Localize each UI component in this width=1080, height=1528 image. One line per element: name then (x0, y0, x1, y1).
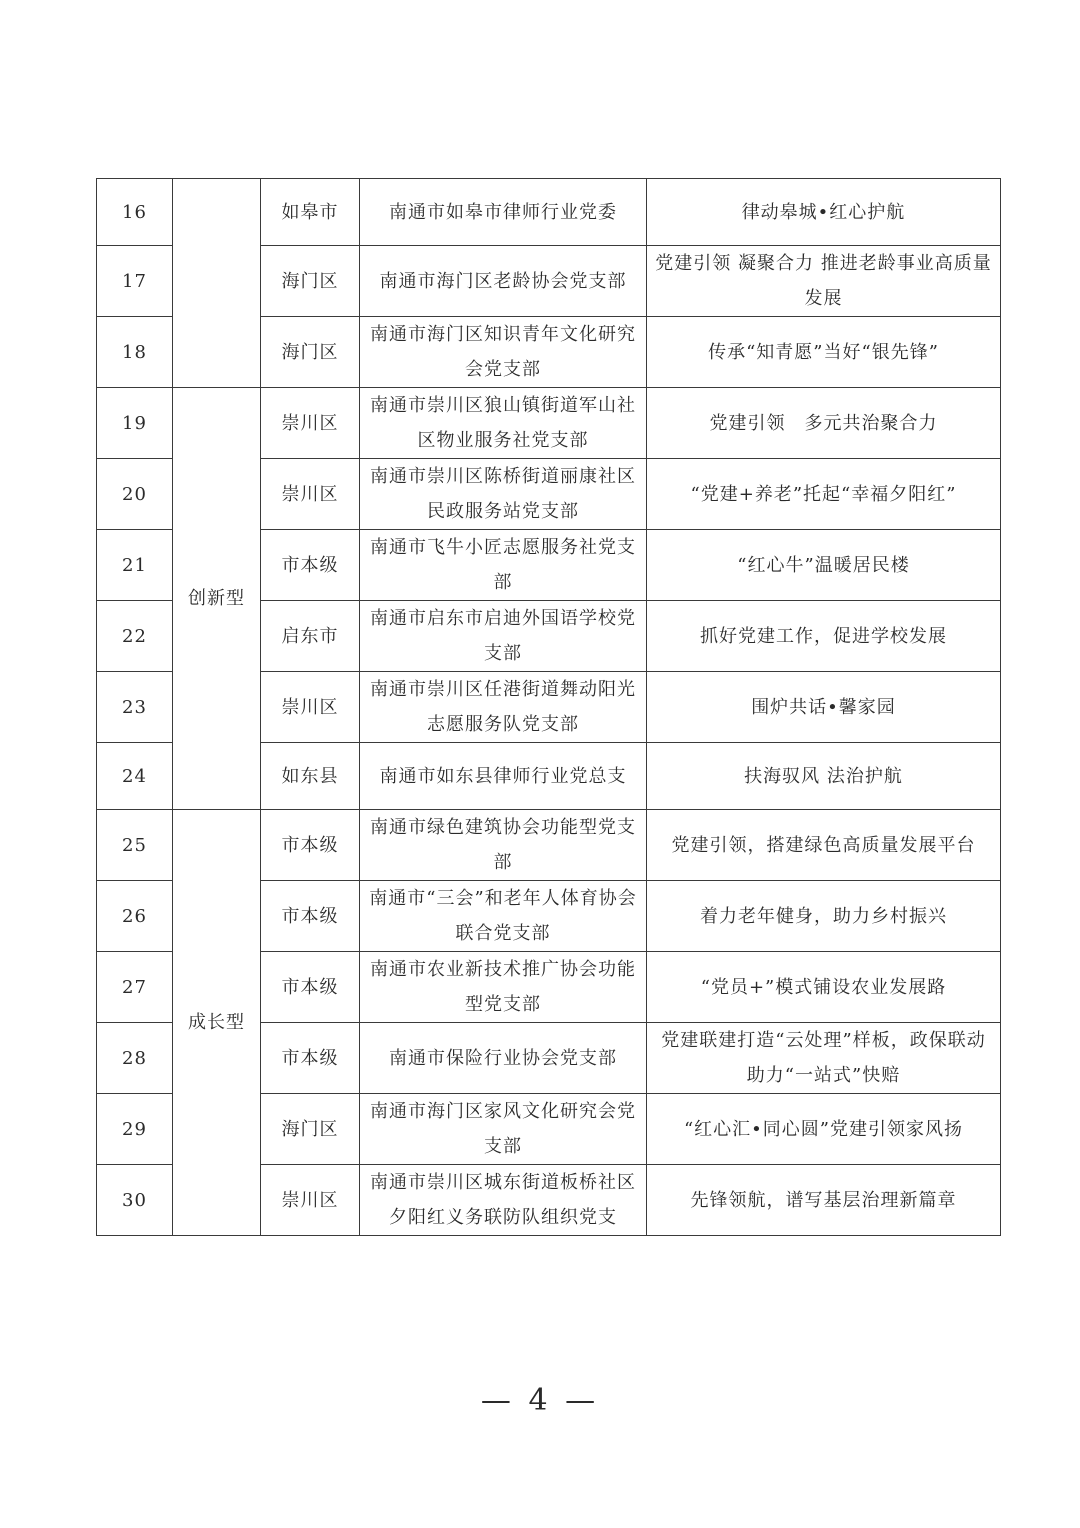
district-cell: 崇川区 (261, 1165, 360, 1236)
row-number: 25 (97, 810, 173, 881)
district-cell: 市本级 (261, 530, 360, 601)
row-number: 16 (97, 179, 173, 246)
district-cell: 启东市 (261, 601, 360, 672)
district-cell: 市本级 (261, 1023, 360, 1094)
project-title-cell: 围炉共话•馨家园 (647, 672, 1001, 743)
row-number: 18 (97, 317, 173, 388)
organization-cell: 南通市绿色建筑协会功能型党支部 (360, 810, 647, 881)
project-title-cell: 传承“知青愿”当好“银先锋” (647, 317, 1001, 388)
organization-cell: 南通市如皋市律师行业党委 (360, 179, 647, 246)
organization-cell: 南通市海门区家风文化研究会党支部 (360, 1094, 647, 1165)
organization-cell: 南通市海门区知识青年文化研究会党支部 (360, 317, 647, 388)
organization-cell: 南通市崇川区陈桥街道丽康社区民政服务站党支部 (360, 459, 647, 530)
row-number: 28 (97, 1023, 173, 1094)
row-number: 17 (97, 246, 173, 317)
project-title-cell: 着力老年健身，助力乡村振兴 (647, 881, 1001, 952)
organization-cell: 南通市“三会”和老年人体育协会联合党支部 (360, 881, 647, 952)
row-number: 26 (97, 881, 173, 952)
row-number: 29 (97, 1094, 173, 1165)
organization-cell: 南通市崇川区狼山镇街道军山社区物业服务社党支部 (360, 388, 647, 459)
table-row (97, 388, 1001, 459)
row-number: 24 (97, 743, 173, 810)
row-number: 27 (97, 952, 173, 1023)
organization-cell: 南通市启东市启迪外国语学校党支部 (360, 601, 647, 672)
project-title-cell: 党建引领，搭建绿色高质量发展平台 (647, 810, 1001, 881)
row-number: 23 (97, 672, 173, 743)
district-cell: 崇川区 (261, 459, 360, 530)
row-number: 20 (97, 459, 173, 530)
organization-cell: 南通市如东县律师行业党总支 (360, 743, 647, 810)
project-title-cell: 党建引领 多元共治聚合力 (647, 388, 1001, 459)
district-cell: 海门区 (261, 317, 360, 388)
project-title-cell: “党员+”模式铺设农业发展路 (647, 952, 1001, 1023)
list-table (96, 178, 1001, 1236)
district-cell: 海门区 (261, 246, 360, 317)
project-title-cell: 律动皋城•红心护航 (647, 179, 1001, 246)
row-number: 21 (97, 530, 173, 601)
page-number: — 4 — (480, 1383, 600, 1418)
district-cell: 如东县 (261, 743, 360, 810)
table-row (97, 179, 1001, 246)
row-number: 22 (97, 601, 173, 672)
district-cell: 崇川区 (261, 388, 360, 459)
district-cell: 如皋市 (261, 179, 360, 246)
organization-cell: 南通市农业新技术推广协会功能型党支部 (360, 952, 647, 1023)
project-title-cell: 先锋领航，谱写基层治理新篇章 (647, 1165, 1001, 1236)
project-title-cell: 党建引领 凝聚合力 推进老龄事业高质量发展 (647, 246, 1001, 317)
project-title-cell: 党建联建打造“云处理”样板，政保联动助力“一站式”快赔 (647, 1023, 1001, 1094)
category-cell-growth: 成长型 (173, 810, 261, 1236)
organization-cell: 南通市崇川区任港街道舞动阳光志愿服务队党支部 (360, 672, 647, 743)
district-cell: 市本级 (261, 810, 360, 881)
project-title-cell: “党建+养老”托起“幸福夕阳红” (647, 459, 1001, 530)
district-cell: 海门区 (261, 1094, 360, 1165)
project-title-cell: 抓好党建工作，促进学校发展 (647, 601, 1001, 672)
category-cell-empty (173, 179, 261, 388)
row-number: 30 (97, 1165, 173, 1236)
category-cell-innovation: 创新型 (173, 388, 261, 810)
table-row (97, 810, 1001, 881)
project-title-cell: “红心汇•同心圆”党建引领家风扬 (647, 1094, 1001, 1165)
project-title-cell: 扶海驭风 法治护航 (647, 743, 1001, 810)
organization-cell: 南通市海门区老龄协会党支部 (360, 246, 647, 317)
organization-cell: 南通市飞牛小匠志愿服务社党支部 (360, 530, 647, 601)
organization-cell: 南通市保险行业协会党支部 (360, 1023, 647, 1094)
district-cell: 市本级 (261, 881, 360, 952)
row-number: 19 (97, 388, 173, 459)
district-cell: 崇川区 (261, 672, 360, 743)
project-title-cell: “红心牛”温暖居民楼 (647, 530, 1001, 601)
district-cell: 市本级 (261, 952, 360, 1023)
organization-cell: 南通市崇川区城东街道板桥社区夕阳红义务联防队组织党支 (360, 1165, 647, 1236)
